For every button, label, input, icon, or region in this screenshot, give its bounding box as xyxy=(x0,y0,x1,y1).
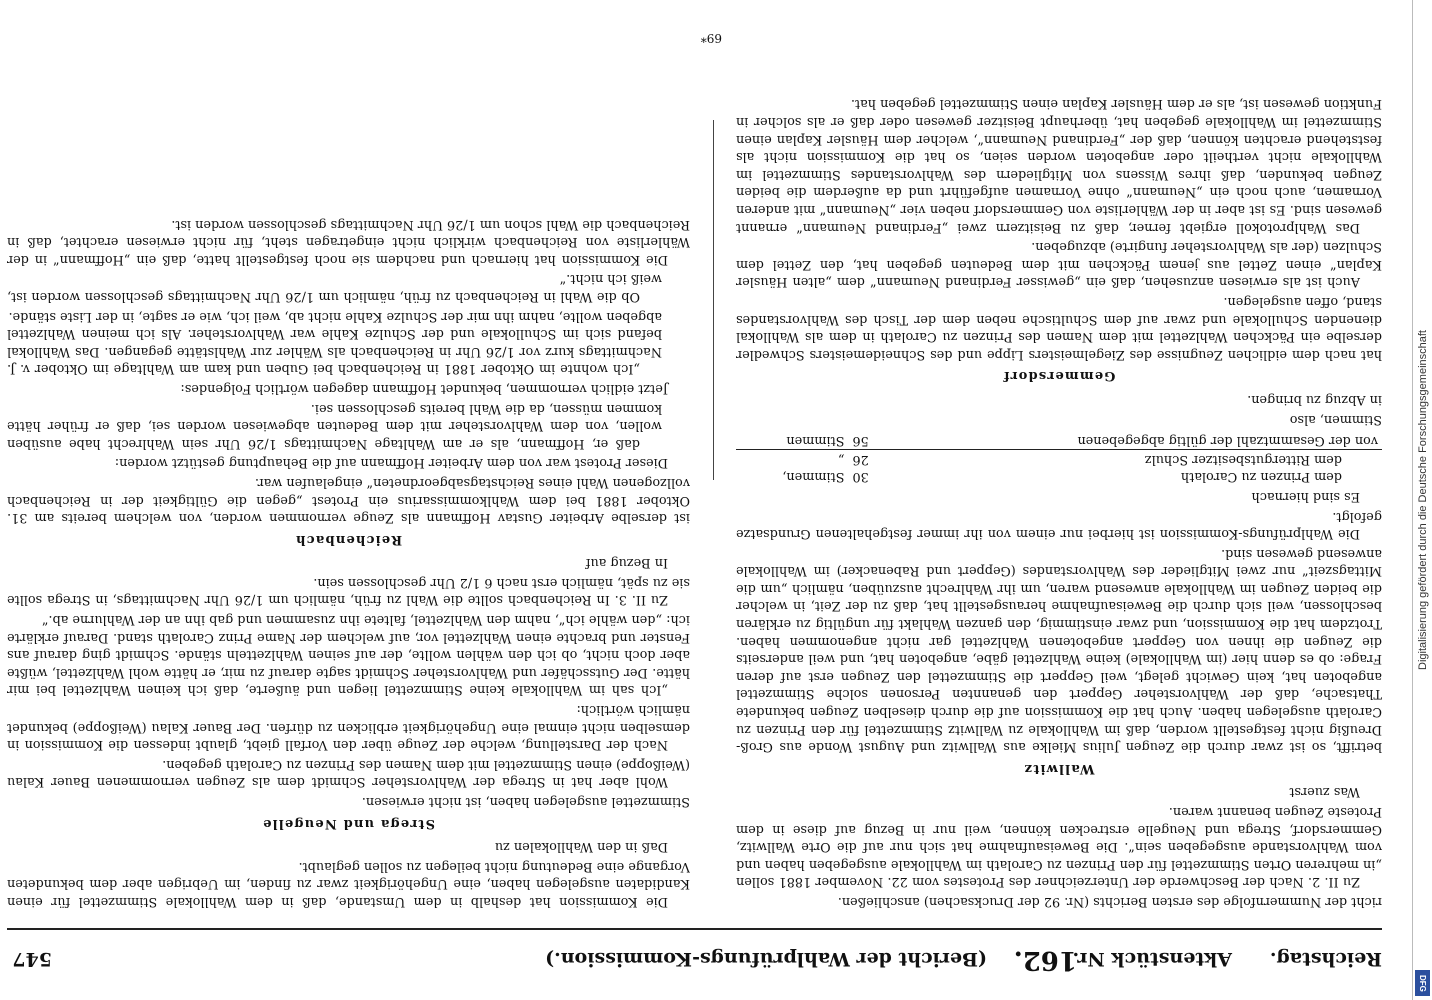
paragraph: Daß in den Wahllokalen zu xyxy=(494,839,668,855)
quotation: „Ich sah im Wahllokale keine Stimmzettel liegen und äußerte, daß ich keinen Wahlzettel bei mir hätte. Der Gutsschäfer und Wahlvorsteher Schmidt sagte darauf zu mir, er hätte wohl Wahlzettel, wüßte aber doch nicht, ob ich den wählen wollte, der auf seinen Wahlzetteln stände. Schmidt ging darauf ans Fenster und brachte einen Wahlzettel vor, auf welchem der Name Prinz Carolath stand. Darauf erklärte ich: „den wähle ich“, nahm den Wahlzettel, faltete ihn zusammen und gab ihn an der Wahlurne ab.“ xyxy=(7,612,690,698)
paragraph: hat nach dem eidlichen Zeugnisse des Ziegelmeisters Lippe und des Schneidemeisters Schwedler derselbe ein Päckchen Wahlzettel mit dem Namen des Prinzen zu Carolath in dem als Wahllokal dienenden Schullokale und zwar auf dem Schultische neben dem der Tisch des Wahlvorstandes stand, offen ausgelegen. xyxy=(736,294,1382,362)
paragraph: Stimmzettel ausgelegen haben, ist nicht erwiesen. xyxy=(361,794,690,810)
paragraph: richt der Nummernfolge des ersten Berichts (Nr. 92 der Drucksachen) anschließen. xyxy=(837,894,1382,909)
column-divider xyxy=(713,120,714,480)
section-heading-gemmersdorf: Gemmersdorf xyxy=(1002,368,1116,384)
header-left: Reichstag. xyxy=(1269,948,1382,970)
quotation: daß er, Hoffmann, als er am Wahltage Nachmittags 1/26 Uhr sein Wahlrecht habe ausüben wollen, von dem Wahlvorsteher mit dem Bedeuten abgewiesen worden sei, daß er früher hätte kommen müssen, da die Wahl bereits geschlossen sei. xyxy=(7,400,662,451)
paragraph: betrifft, so ist zwar durch die Zeugen Julius Mielke aus Wallwitz und August Wonde aus Groß-Dreußig nicht festgestellt worden, daß im Wahllokale zu Wallwitz Stimmzettel für den Prinzen zu Carolath ausgelegen haben. Auch hat die Kommission auf die durch dieselben Zeugen bekundete Thatsache, daß der Wahlvorsteher Geppert den genannten Personen solche Stimmzettel angeboten hat, kein Gewicht gelegt, weil Geppert die Stimmzettel den Zeugen erst auf deren Frage: ob es denn hier (im Wahllokale) keine Wahlzettel gäbe, angeboten hat, und weil anderseits die Zeugen die ihnen von Geppert angebotenen Wahlzettel gar nicht angenommen haben. Trotzdem hat die Kommission, und zwar einstimmig, den ganzen Wahlakt für ungültig zu erklären beschlossen, weil sich durch die Beweisaufnahme herausgestellt hat, daß zu der Zeit, in welcher die beiden Zeugen im Wahllokale anwesend waren, um ihr Wahlrecht auszuüben, nämlich „um die Mittagszeit“ nur zwei Mitglieder des Wahlvorstandes (Geppert und Rabenacker) im Wahllokale anwesend gewesen sind. xyxy=(736,545,1382,755)
paragraph: Stimmen, also xyxy=(1289,411,1382,427)
paragraph: Es sind hiernach xyxy=(1251,488,1360,504)
header-rule xyxy=(7,928,1382,930)
header-aktenstueck: Aktenstück Nr. xyxy=(1072,948,1232,970)
vote-row xyxy=(736,450,1382,468)
vote-unit: „ xyxy=(837,451,845,467)
header-number: 162. xyxy=(1013,945,1077,975)
paragraph: ist derselbe Arbeiter Gustav Hoffmann als Zeuge vernommen worden, von welchem bereits am 31. Oktober 1881 bei dem Wahlkommissarius ein Protest „gegen die Gültigkeit der in Reichenbach vollzogenen Wahl eines Reichstagsabgeordneten“ eingelaufen war. xyxy=(7,474,690,526)
page-header xyxy=(7,936,1382,976)
folio-mark: 69* xyxy=(700,31,722,45)
digitization-sidebar xyxy=(1412,0,1432,1000)
column-left xyxy=(736,50,1382,910)
vote-total-label: von der Gesammtzahl der gültig abgegebenen xyxy=(887,432,1382,450)
dfg-logo: DFG xyxy=(1415,970,1430,996)
vote-count: 30 xyxy=(852,469,869,485)
header-title: (Bericht der Wahlprüfungs-Kommission.) xyxy=(545,948,987,970)
vote-total-row xyxy=(736,432,1382,450)
vote-count: 26 xyxy=(852,451,869,467)
vote-total-unit: Stimmen xyxy=(736,432,848,450)
vote-unit: Stimmen, xyxy=(782,469,845,485)
vote-total-count: 56 xyxy=(848,432,887,450)
vote-label: dem Prinzen zu Carolath xyxy=(1180,469,1342,485)
vote-row xyxy=(736,468,1382,486)
column-right xyxy=(7,50,690,910)
vote-label: dem Rittergutsbesitzer Schulz xyxy=(1144,451,1342,467)
page-number: 547 xyxy=(12,948,52,970)
paragraph: Was zuerst xyxy=(1289,784,1360,800)
paragraph: Dieser Protest war von dem Arbeiter Hoffmann auf die Behauptung gestützt worden: xyxy=(114,455,668,471)
vote-table xyxy=(736,432,1382,486)
section-heading-strega-neugelle: Strega und Neugelle xyxy=(262,815,435,831)
paragraph: In Bezug auf xyxy=(585,555,668,571)
section-heading-wallwitz: Wallwitz xyxy=(1023,760,1095,776)
paragraph: Jetzt eidlich vernommen, bekundet Hoffmann dagegen wörtlich Folgendes: xyxy=(180,380,668,396)
paragraph: Das Wahlprotokoll ergiebt ferner, daß zu Beisitzern zwei „Ferdinand Neumann“ ernannt gewesen sind. Es ist aber in der Wählerliste von Gemmersdorf neben vier „Neumann“ mit anderen Vornamen, auch noch ein „Neumann“ ohne Vornamen aufgeführt und da außerdem die beiden Zeugen bekunden, daß ihres Wissens von Mitgliedern des Wahlvorstandes Stimmzettel im Wahllokale nicht vertheilt oder angeboten worden seien, so hat die Kommission nicht als feststehend erachten können, daß der „Ferdinand Neumann“, welcher dem Häusler Kaplan einen Stimmzettel im Wahllokale gegeben hat, überhaupt Beisitzer gewesen oder daß er als solcher in Funktion gewesen ist, als er dem Häusler Kaplan einen Stimmzettel gegeben hat. xyxy=(736,96,1382,235)
paragraph: Auch ist als erwiesen anzusehen, daß ein „gewisser Ferdinand Neumann“ dem „alten Häusler Kaplan“ einen Zettel aus jenem Päckchen mit dem Bedeuten gegeben hat, den Zettel dem Schulzen (der als Wahlvorsteher fungirte) abzugeben. xyxy=(736,239,1382,290)
section-heading-reichenbach: Reichenbach xyxy=(294,531,403,547)
paragraph: Wohl aber hat in Strega der Wahlvorsteher Schmidt dem als Zeugen vernommenen Bauer Kalau (Weißoppe) einen Stimmzettel mit dem Namen des Prinzen zu Carolath gegeben. xyxy=(7,756,690,790)
paragraph: Zu II. 2. Nach der Beschwerde der Unterzeichner des Protestes vom 22. November 1881 sollen „in mehreren Orten Stimmzettel für den Prinzen zu Carolath im Wahllokale ausgegeben haben und vom Wahlvorstande ausgegeben sein“. Die Beweisaufnahme hat sich nur auf die Orte Wallwitz, Gemmersdorf, Strega und Neugelle erstrecken können, weil nur in Bezug auf diese in dem Proteste Zeugen benannt waren. xyxy=(736,804,1382,890)
quotation: „Ich wohnte im Oktober 1881 in Reichenbach bei Guben und kam am Wahltage im Oktober v. J. Nachmittags kurz vor 1/26 Uhr in Reichenbach als Wähler zur Wahlstätte gegangen. Das Wahllokal befand sich im Schullokale und der Schulze Kahle war Wahlvorsteher. Als ich meinen Wahlzettel abgeben wollte, nahm ihn mir der Schulze Kahle nicht ab, weil ich, wie er sagte, in der Liste stände. xyxy=(7,308,662,377)
paragraph: Die Kommission hat hiernach und nachdem sie noch festgestellt hatte, daß ein „Hoffmann“ in der Wählerliste von Reichenbach wirklich nicht eingetragen steht, für nicht erwiesen erachtet, daß in Reichenbach die Wahl schon um 1/26 Uhr Nachmittags geschlossen worden ist. xyxy=(7,216,690,267)
quotation: Ob die Wahl in Reichenbach zu früh, nämlich um 1/26 Uhr Nachmittags geschlossen worden ist, weiß ich nicht.“ xyxy=(7,271,662,304)
paragraph: Die Kommission hat deshalb in dem Umstande, daß in dem Wahllokale Stimmzettel für einen Kandidaten ausgelegen haben, eine Ungehörigkeit zwar zu finden, im Uebrigen aber dem bekundeten Vorgange eine Bedeutung nicht beilegen zu sollen geglaubt. xyxy=(7,858,690,909)
paragraph: in Abzug zu bringen. xyxy=(1247,391,1382,407)
paragraph: Nach der Darstellung, welche der Zeuge über den Vorfall giebt, glaubt indessen die Kommission in demselben nicht einmal eine Ungehörigkeit erblicken zu dürfen. Der Bauer Kalau (Weißoppe) bekundet nämlich wörtlich: xyxy=(7,702,690,753)
paragraph: Zu II. 3. In Reichenbach sollte die Wahl zu früh, nämlich um 1/26 Uhr Nachmittags, in Strega sollte sie zu spät, nämlich erst nach 6 1/2 Uhr geschlossen sein. xyxy=(7,574,690,608)
paragraph: Die Wahlprüfungs-Kommission ist hierbei nur einem von ihr immer festgehaltenen Grundsatze gefolgt. xyxy=(736,508,1382,542)
funding-credit: Digitalisierung gefördert durch die Deutsche Forschungsgemeinschaft xyxy=(1416,330,1429,670)
